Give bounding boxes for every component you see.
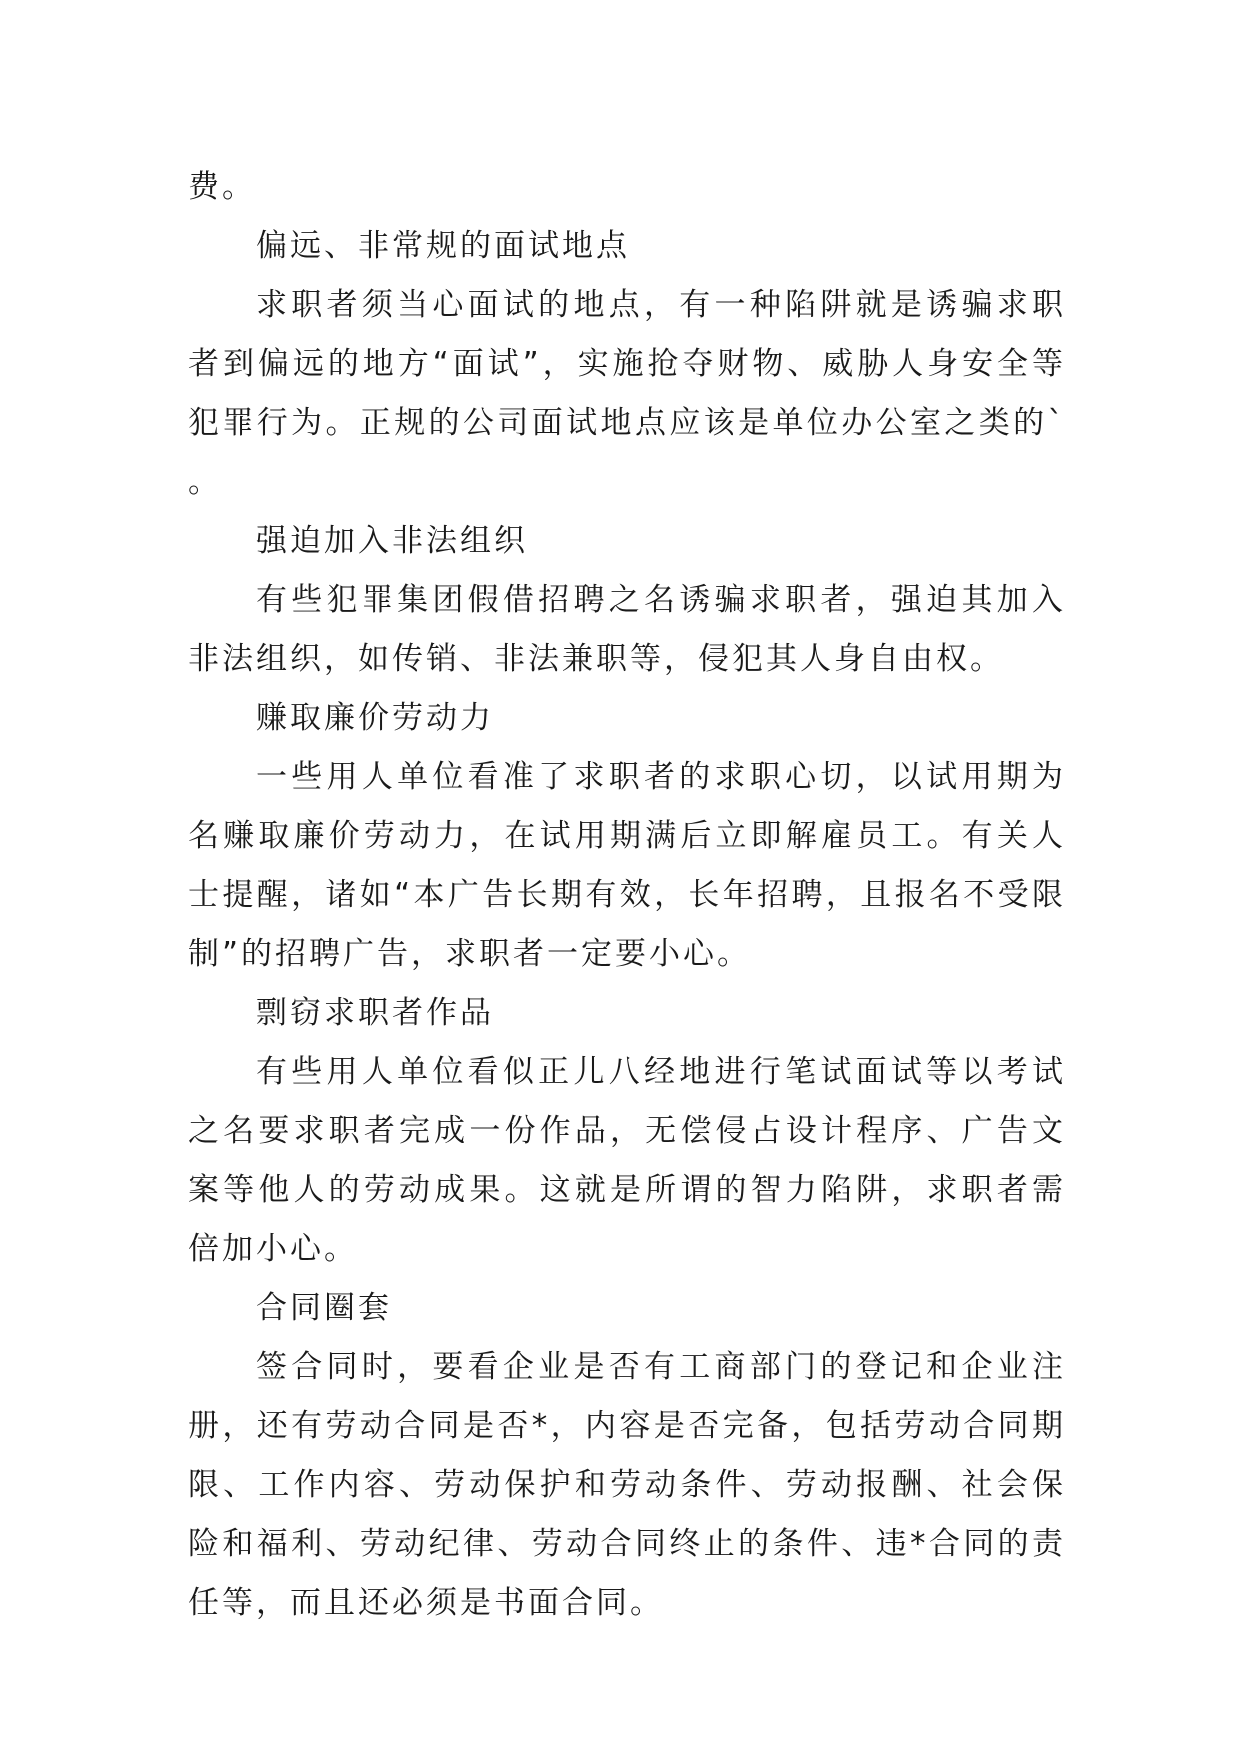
section-body-cheap-labor: 一些用人单位看准了求职者的求职心切，以试用期为名赚取廉价劳动力，在试用期满后立即解雇员工。有关人士提醒，诸如“本广告长期有效，长年招聘，且报名不受限制”的招聘广告，求职者一定要小心。 [188, 759, 1066, 972]
document-body [188, 158, 1066, 1633]
section-heading-cheap-labor: 赚取廉价劳动力 [256, 700, 494, 736]
section-body-contract-trap: 签合同时，要看企业是否有工商部门的登记和企业注册，还有劳动合同是否*，内容是否完备，包括劳动合同期限、工作内容、劳动保护和劳动条件、劳动报酬、社会保险和福利、劳动纪律、劳动合同终止的条件、违*合同的责任等，而且还必须是书面合同。 [188, 1349, 1066, 1621]
section-body-work-plagiarism: 有些用人单位看似正儿八经地进行笔试面试等以考试之名要求职者完成一份作品，无偿侵占设计程序、广告文案等他人的劳动成果。这就是所谓的智力陷阱，求职者需倍加小心。 [188, 1054, 1066, 1267]
continuation-paragraph: 费。 [188, 169, 256, 205]
section-heading-work-plagiarism: 剽窃求职者作品 [256, 995, 494, 1031]
section-body-remote-interview-location: 求职者须当心面试的地点，有一种陷阱就是诱骗求职者到偏远的地方“面试”，实施抢夺财物、威胁人身安全等犯罪行为。正规的公司面试地点应该是单位办公室之类的`。 [188, 287, 1066, 500]
section-heading-contract-trap: 合同圈套 [256, 1290, 392, 1326]
section-heading-remote-interview-location: 偏远、非常规的面试地点 [256, 228, 630, 264]
section-heading-illegal-organization: 强迫加入非法组织 [256, 523, 528, 559]
section-body-illegal-organization: 有些犯罪集团假借招聘之名诱骗求职者，强迫其加入非法组织，如传销、非法兼职等，侵犯其人身自由权。 [188, 582, 1066, 677]
